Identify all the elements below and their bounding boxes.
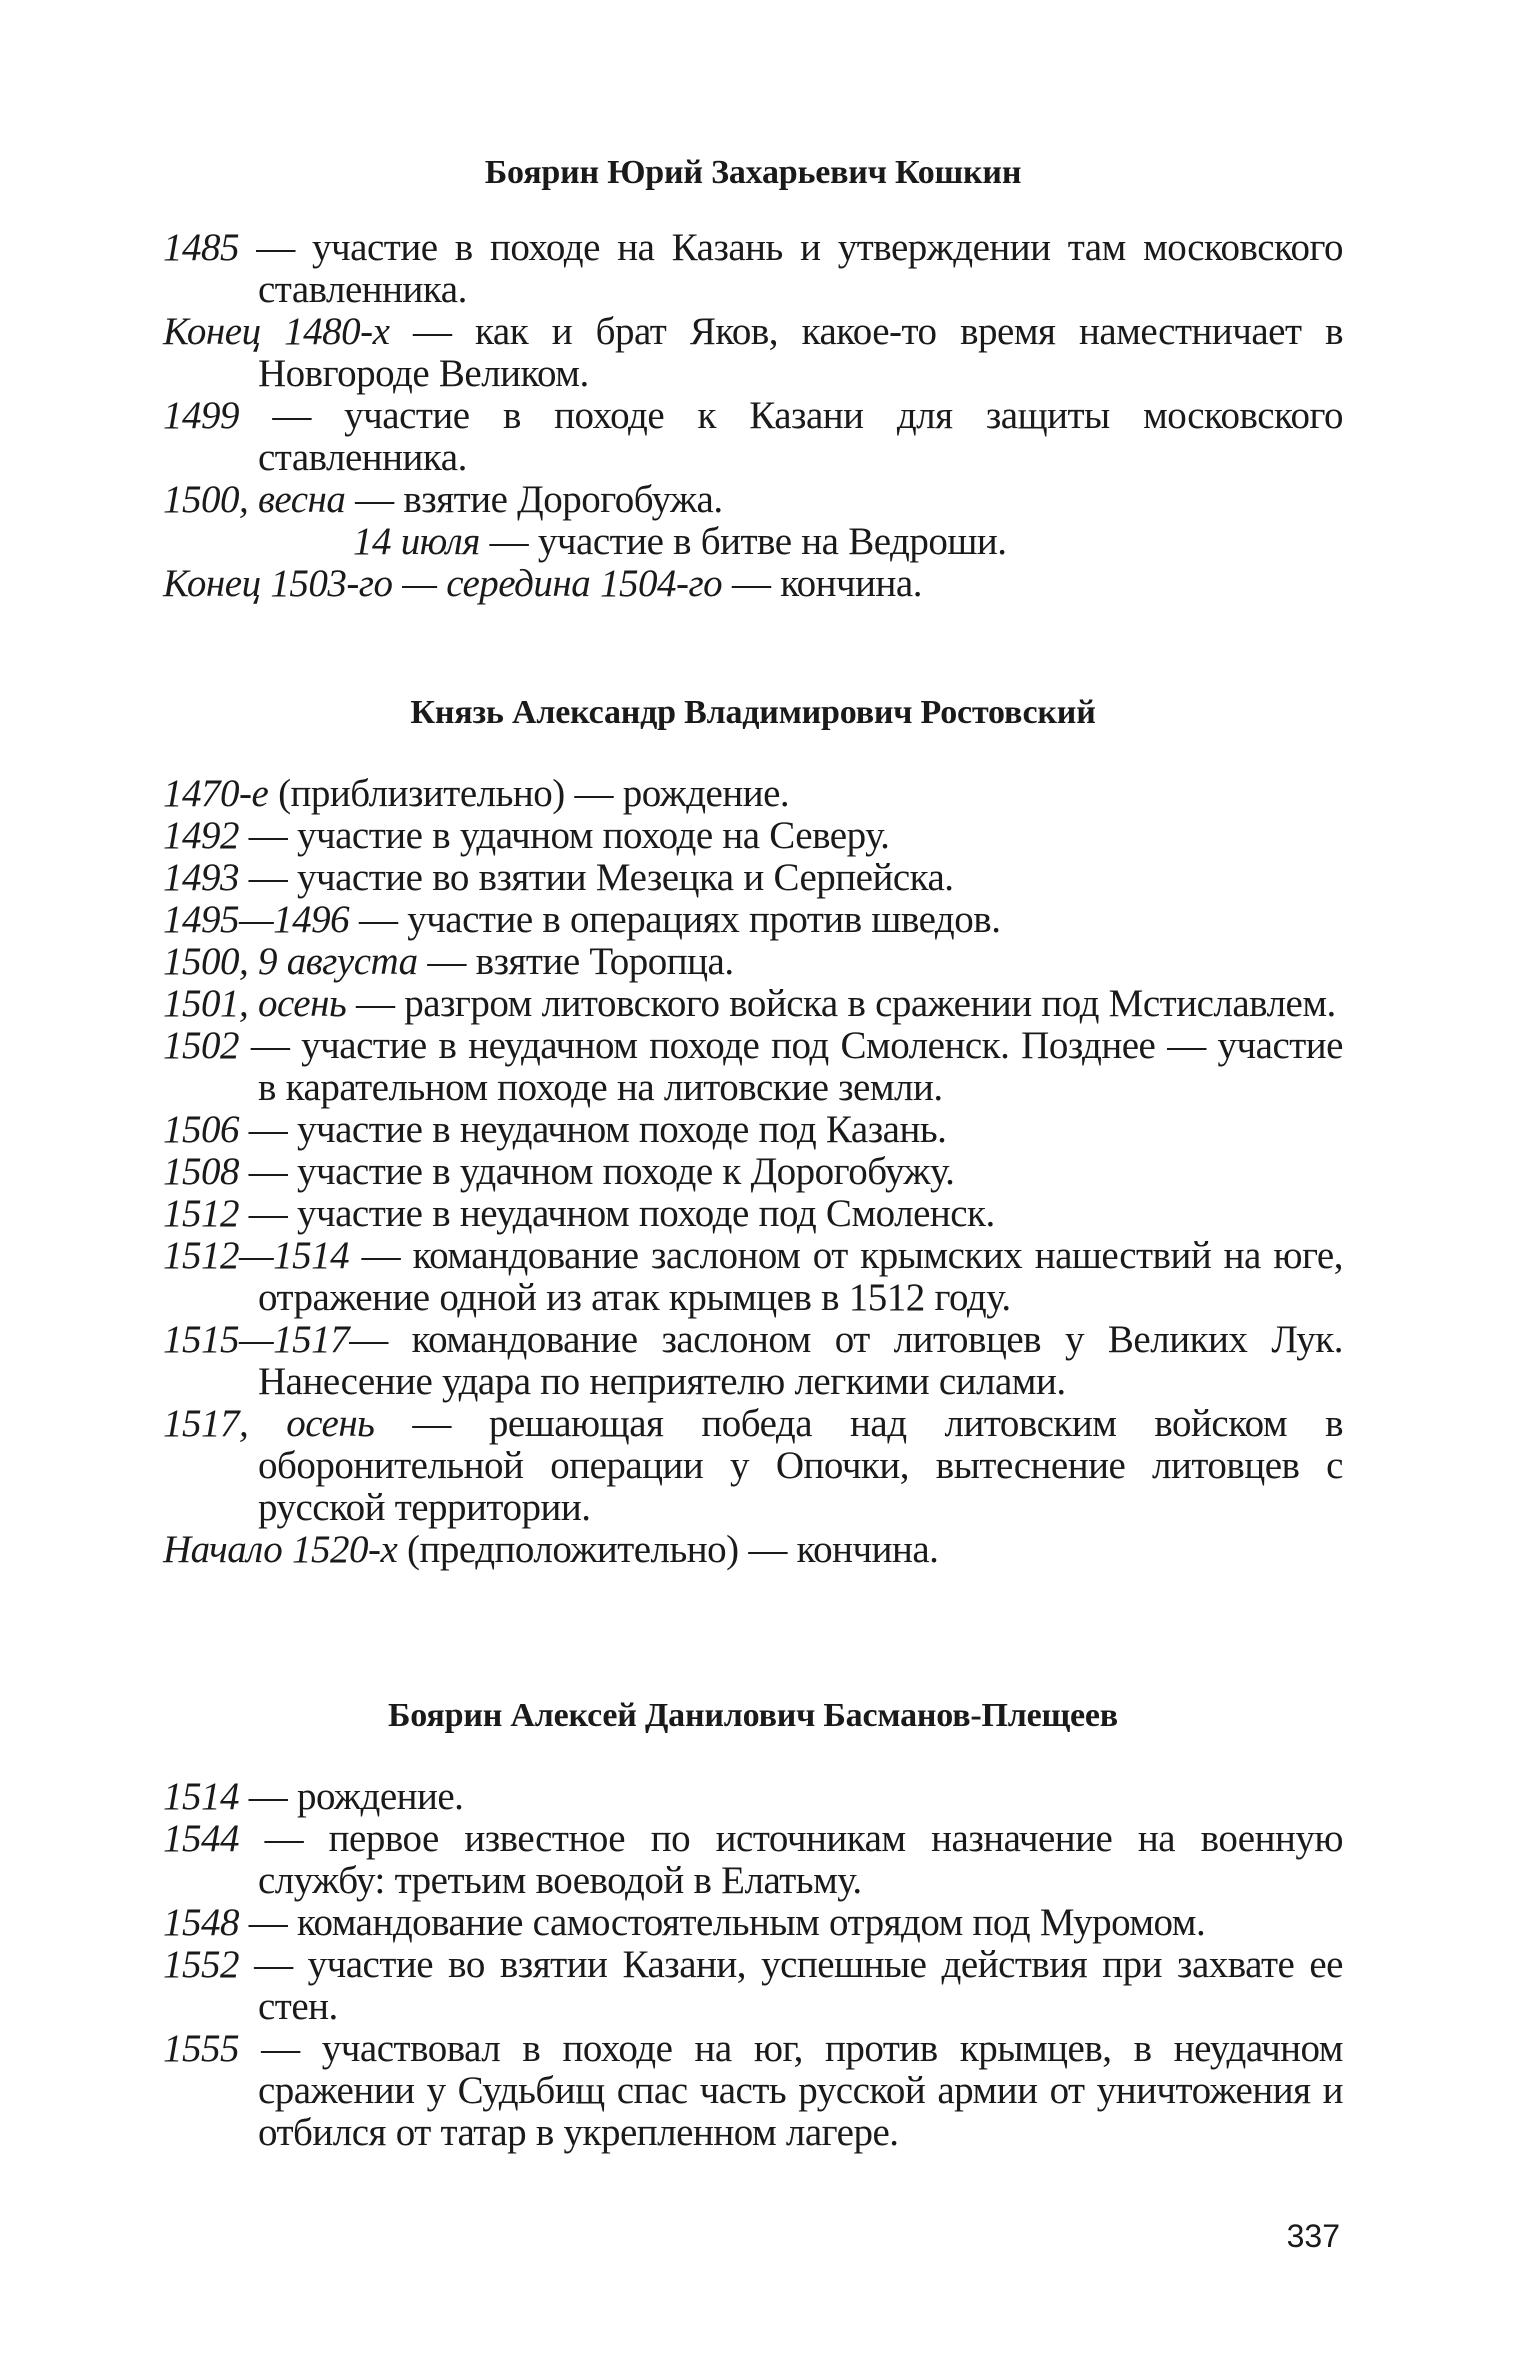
entry-date: 1499	[163, 394, 239, 437]
entry-date: 1555	[163, 2027, 239, 2070]
section-rostovsky	[163, 693, 1343, 733]
entry-text: — участвовал в походе на юг, против крымцев, в неудачном сражении у Судьбищ спас часть русской армии от уничтожения и отбился от татар в укрепленном лагере.	[239, 2027, 1343, 2154]
chronology-entry	[163, 1235, 1343, 1319]
page-number: 337	[1286, 2218, 1340, 2254]
entry-date: 1506	[163, 1108, 239, 1151]
chronology-entry	[163, 311, 1343, 395]
entry-text: — участие в неудачном походе под Казань.	[239, 1108, 947, 1151]
entry-date: 1501, осень	[163, 982, 347, 1025]
entry-date: 14 июля	[353, 520, 480, 563]
entry-text: — участие в походе на Казань и утверждении там московского ставленника.	[239, 226, 1343, 311]
section-basmanov	[163, 1696, 1343, 1736]
chronology-entry	[163, 1403, 1343, 1529]
chronology-entry	[163, 1025, 1343, 1109]
chronology-list	[163, 227, 1343, 605]
entry-text: — участие в операциях против шведов.	[349, 898, 1001, 941]
entry-date: Конец 1480-х	[163, 310, 390, 353]
chronology-entry	[163, 1151, 1343, 1193]
entry-text: — участие во взятии Казани, успешные действия при захвате ее стен.	[239, 1943, 1343, 2028]
section-koshkin-entries	[163, 227, 1343, 605]
entry-date: Конец 1503-го — середина 1504-го	[163, 562, 723, 605]
entry-text: — первое известное по источникам назначение на военную службу: третьим воеводой в Елатьму.	[239, 1817, 1343, 1902]
chronology-entry	[163, 983, 1343, 1025]
chronology-entry	[163, 227, 1343, 311]
entry-date: 1502	[163, 1024, 239, 1067]
chronology-entry	[163, 395, 1343, 479]
chronology-subentry	[163, 521, 1343, 563]
chronology-entry	[163, 815, 1343, 857]
entry-date: Начало 1520-х	[163, 1528, 398, 1571]
chronology-entry	[163, 1818, 1343, 1902]
entry-date: 1500, 9 августа	[163, 940, 418, 983]
entry-date: 1493	[163, 856, 239, 899]
entry-text: — участие в походе к Казани для защиты московского ставленника.	[239, 394, 1343, 479]
chronology-entry	[163, 563, 1343, 605]
entry-date: 1514	[163, 1775, 239, 1818]
entry-text: — взятие Дорогобужа.	[345, 478, 723, 521]
chronology-entry	[163, 479, 1343, 521]
entry-text: (предположительно) — кончина.	[397, 1528, 939, 1571]
chronology-entry	[163, 2028, 1343, 2154]
entry-date: 1485	[163, 226, 239, 269]
entry-text: — разгром литовского войска в сражении под Мстиславлем.	[346, 982, 1336, 1025]
chronology-entry	[163, 1902, 1343, 1944]
entry-text: — участие в неудачном походе под Смоленск. Позднее — участие в карательном походе на литовские земли.	[239, 1024, 1343, 1109]
entry-text: — командование заслоном от крымских нашествий на юге, отражение одной из атак крымцев в 1512 году.	[258, 1234, 1343, 1319]
chronology-entry	[163, 773, 1343, 815]
section-basmanov-entries	[163, 1776, 1343, 2154]
entry-date: 1500, весна	[163, 478, 346, 521]
entry-date: 1492	[163, 814, 239, 857]
entry-text: — кончина.	[722, 562, 922, 605]
entry-text: — рождение.	[239, 1775, 464, 1818]
entry-text: — участие в удачном походе на Северу.	[239, 814, 890, 857]
chronology-entry	[163, 1319, 1343, 1403]
chronology-entry	[163, 1529, 1343, 1571]
entry-text: — участие в битве на Ведроши.	[479, 520, 1007, 563]
section-koshkin	[163, 153, 1343, 193]
entry-text: — взятие Торопца.	[417, 940, 734, 983]
entry-text: — участие в неудачном походе под Смоленск.	[239, 1192, 995, 1235]
chronology-entry	[163, 1944, 1343, 2028]
chronology-list	[163, 1776, 1343, 2154]
entry-date: 1512	[163, 1192, 239, 1235]
chronology-entry	[163, 857, 1343, 899]
section-title: Князь Александр Владимирович Ростовский	[410, 694, 1096, 731]
entry-text: (приблизительно) — рождение.	[268, 772, 790, 815]
chronology-entry	[163, 899, 1343, 941]
entry-text: — участие во взятии Мезецка и Серпейска.	[239, 856, 954, 899]
entry-date: 1548	[163, 1901, 239, 1944]
entry-text: — командование заслоном от литовцев у Великих Лук. Нанесение удара по неприятелю легкими силами.	[258, 1318, 1343, 1403]
chronology-entry	[163, 1193, 1343, 1235]
entry-date: 1552	[163, 1943, 239, 1986]
entry-date: 1495—1496	[163, 898, 350, 941]
section-title: Боярин Алексей Данилович Басманов-Плещеев	[388, 1697, 1118, 1734]
entry-date: 1517, осень	[163, 1402, 375, 1445]
chronology-list	[163, 773, 1343, 1571]
entry-text: — командование самостоятельным отрядом под Муромом.	[239, 1901, 1206, 1944]
section-rostovsky-entries	[163, 773, 1343, 1571]
entry-date: 1470-е	[163, 772, 269, 815]
entry-text: — участие в удачном походе к Дорогобужу.	[239, 1150, 955, 1193]
chronology-entry	[163, 1109, 1343, 1151]
entry-text: — как и брат Яков, какое-то время наместничает в Новгороде Великом.	[258, 310, 1344, 395]
chronology-entry	[163, 941, 1343, 983]
entry-date: 1544	[163, 1817, 239, 1860]
entry-date: 1508	[163, 1150, 239, 1193]
chronology-entry	[163, 1776, 1343, 1818]
entry-date: 1512—1514	[163, 1234, 350, 1277]
section-title: Боярин Юрий Захарьевич Кошкин	[484, 154, 1022, 191]
entry-date: 1515—1517	[163, 1318, 350, 1361]
entry-text: — решающая победа над литовским войском в оборонительной операции у Опочки, вытеснение литовцев с русской территории.	[258, 1402, 1344, 1529]
